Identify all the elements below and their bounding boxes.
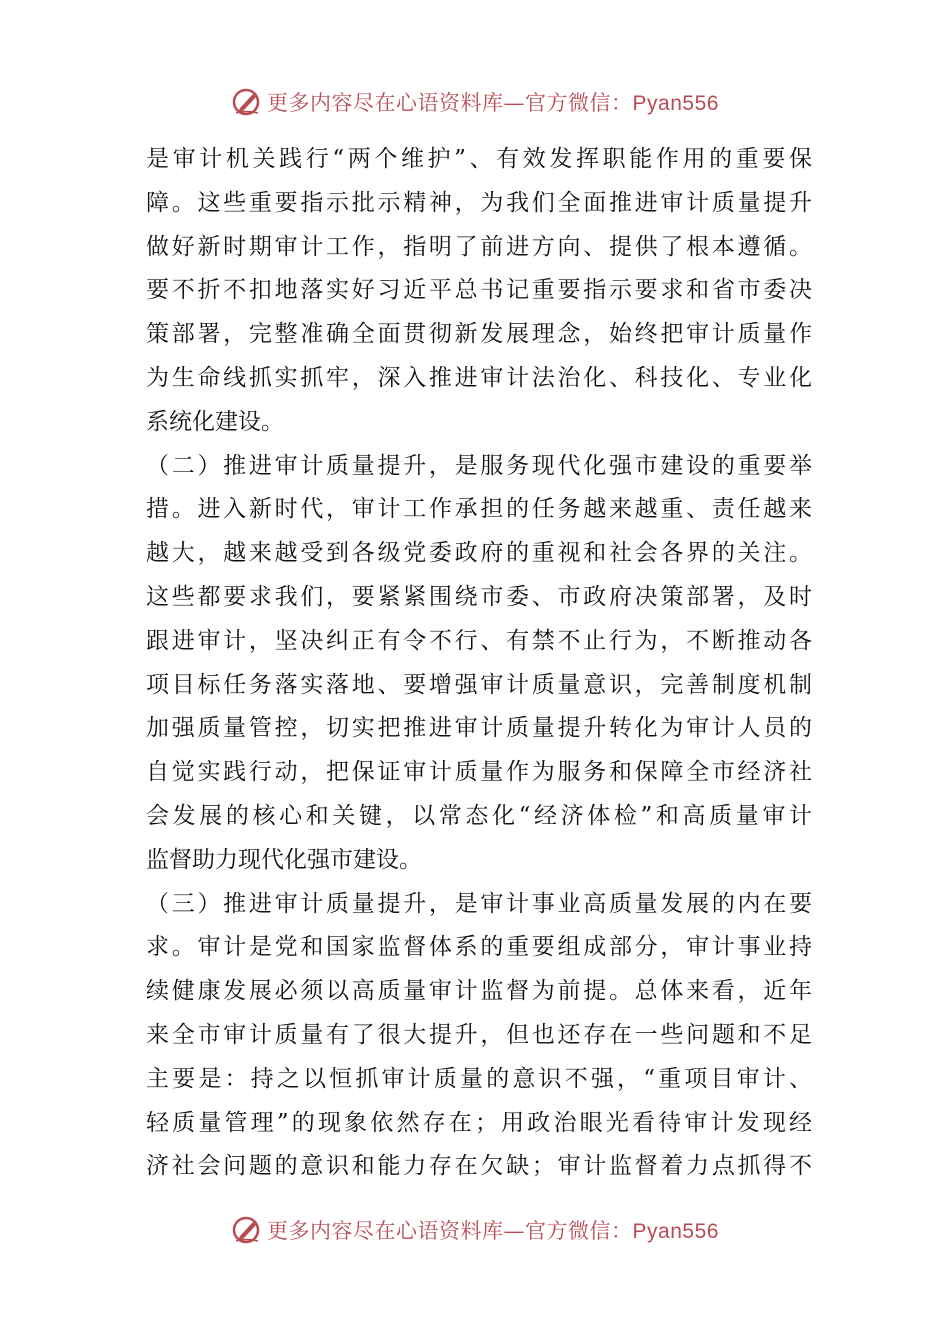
- body-line: 策部署，完整准确全面贯彻新发展理念，始终把审计质量作: [146, 321, 812, 348]
- header-banner: [0, 82, 950, 122]
- body-line: 求。审计是党和国家监督体系的重要组成部分，审计事业持: [146, 934, 812, 961]
- body-line: 为生命线抓实抓牢，深入推进审计法治化、科技化、专业化: [146, 364, 812, 391]
- body-line: 这些都要求我们，要紧紧围绕市委、市政府决策部署，及时: [146, 583, 812, 610]
- footer-banner: [0, 1210, 950, 1250]
- body-line: 越大，越来越受到各级党委政府的重视和社会各界的关注。: [146, 540, 812, 567]
- body-line: （二）推进审计质量提升，是服务现代化强市建设的重要举: [146, 452, 812, 479]
- body-line: 来全市审计质量有了很大提升，但也还存在一些问题和不足: [146, 1021, 812, 1048]
- footer-banner-text: 更多内容尽在心语资料库—官方微信：Pyan556: [267, 1219, 719, 1243]
- header-wechat-id: Pyan556: [632, 92, 719, 115]
- body-line: （三）推进审计质量提升，是审计事业高质量发展的内在要: [146, 890, 812, 917]
- body-line: 监督助力现代化强市建设。: [146, 846, 422, 873]
- body-line: 做好新时期审计工作，指明了前进方向、提供了根本遵循。: [146, 233, 812, 260]
- body-line: 济社会问题的意识和能力存在欠缺；审计监督着力点抓得不: [146, 1153, 812, 1180]
- pen-logo-icon: [231, 86, 263, 118]
- body-line: 系统化建设。: [146, 408, 284, 435]
- header-banner-text: 更多内容尽在心语资料库—官方微信：Pyan556: [267, 91, 719, 115]
- body-line: 项目标任务落实落地、要增强审计质量意识，完善制度机制: [146, 671, 812, 698]
- body-line: 跟进审计，坚决纠正有令不行、有禁不止行为，不断推动各: [146, 627, 812, 654]
- footer-wechat-id: Pyan556: [632, 1220, 719, 1243]
- body-line: 自觉实践行动，把保证审计质量作为服务和保障全市经济社: [146, 759, 812, 786]
- body-line: 措。进入新时代，审计工作承担的任务越来越重、责任越来: [146, 496, 812, 523]
- body-line: 会发展的核心和关键，以常态化“经济体检”和高质量审计: [146, 802, 812, 829]
- body-line: 主要是：持之以恒抓审计质量的意识不强，“重项目审计、: [146, 1065, 812, 1092]
- body-line: 是审计机关践行“两个维护”、有效发挥职能作用的重要保: [146, 146, 812, 172]
- body-line: 轻质量管理”的现象依然存在；用政治眼光看待审计发现经: [146, 1109, 812, 1136]
- body-line: 加强质量管控，切实把推进审计质量提升转化为审计人员的: [146, 715, 812, 742]
- body-line: 障。这些重要指示批示精神，为我们全面推进审计质量提升: [146, 189, 812, 216]
- pen-logo-icon: [231, 1214, 263, 1246]
- body-line: 要不折不扣地落实好习近平总书记重要指示要求和省市委决: [146, 277, 812, 304]
- body-line: 续健康发展必须以高质量审计监督为前提。总体来看，近年: [146, 978, 812, 1005]
- document-body: [146, 138, 812, 1189]
